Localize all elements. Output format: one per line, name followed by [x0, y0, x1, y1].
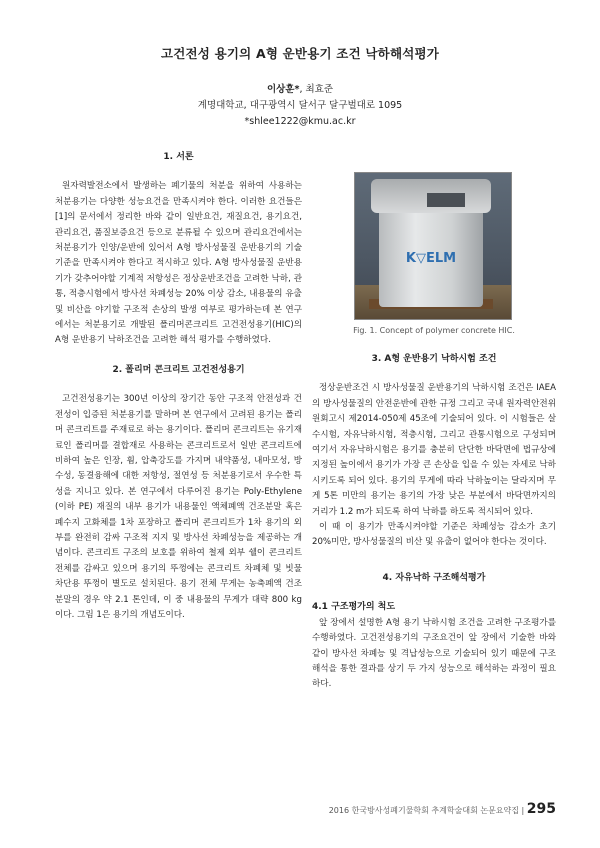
page-footer — [329, 801, 556, 817]
section-3-title: 3. A형 운반용기 낙하시험 조건 — [371, 354, 497, 364]
section-1-title: 1. 서론 — [163, 152, 194, 162]
affiliation: 계명대학교, 대구광역시 달서구 달구벌대로 1095 — [197, 100, 403, 111]
section-3-text-2: 이 때 이 용기가 만족시켜야할 기준은 차폐성능 감소가 초기 20%미만, 방사성물질의 비산 및 유출이 없어야 한다는 것이다. — [312, 522, 556, 548]
page-number: 295 — [526, 801, 556, 817]
section-3-text-1: 정상운반조건 시 방사성물질 운반용기의 낙하시험 조건은 IAEA의 방사성물질의 안전운반에 관한 규정 그리고 국내 원자력안전위원회고시 제2014-050제 45조에 기술되어 있다. 이 시험들은 살수시험, 자유낙하시험, 적층시험, 그리고 관통시험으로 구성되며 여기서 자유낙하시험은 용기를 충분히 단단한 바닥면에 법규상에 지정된 높이에서 용기가 가장 큰 손상을 입을 수 있는 자세로 낙하시키도록 되어 있다. 용기의 무게에 따라 낙하높이는 달라지며 무게 5톤 미만의 용기는 용기의 가장 낮은 부분에서 바닥면까지의 거리가 1.2 m가 되도록 하여 낙하를 하도록 적시되어 있다. — [312, 383, 556, 517]
author-block — [0, 82, 600, 130]
author-email: *shlee1222@kmu.ac.kr — [244, 116, 356, 127]
lead-author: 이상훈* — [266, 84, 300, 95]
section-4-1-text: 앞 장에서 설명한 A형 용기 낙하시험 조건을 고려한 구조평가를 수행하였다. 고건전성용기의 구조요건이 앞 장에서 기술한 바와 같이 방사선 차폐능 및 격납성능으로 기술되어 있기 때문에 구조해석을 통한 결과를 상기 두 가지 성능으로 해석하는 과정이 필요하다. — [312, 617, 556, 690]
co-authors: , 최효준 — [299, 84, 334, 95]
section-4-title: 4. 자유낙하 구조해석평가 — [382, 572, 486, 583]
paper-title: 고건전성 용기의 A형 운반용기 조건 낙하해석평가 — [160, 46, 440, 61]
proceedings-label: 2016 한국방사성폐기물학회 추계학술대회 논문요약집 | — [328, 806, 525, 815]
right-column — [312, 352, 556, 693]
section-1-text: 원자력발전소에서 발생하는 폐기물의 처분을 위하여 사용하는 처분용기는 다양한 성능요건을 만족시켜야 한다. 이러한 요건들은 [1]의 문서에서 정리한 바와 같이 일반요건, 재질요건, 용기요건, 관리요건, 품질보증요건 등으로 분류될 수 있으며 관리요건에서는 처분용기가 인양/운반에 있어서 A형 방사성물질 운반용기의 기술기준을 만족시켜야 한다고 적시하고 있다. A형 방사성물질 운반용기가 갖추어야할 기계적 저항성은 정상운반조건을 고려한 낙하, 관통, 적층시험에서 방사선 차폐성능 20% 이상 감소, 내용물의 유출 및 비산을 야기할 구조적 손상의 발생 여부로 평가하는데 본 연구에서는 처분용기로 개발된 폴리머콘크리트 고건전성용기(HIC)의 A형 운반용기 낙하조건을 고려한 해석 평가를 수행하였다. — [55, 181, 302, 346]
section-2-title: 2. 폴리머 콘크리트 고건전성용기 — [112, 364, 245, 375]
author-names — [0, 82, 600, 98]
figure-caption: Fig. 1. Concept of polymer concrete HIC. — [353, 326, 515, 335]
left-column — [55, 150, 302, 623]
figure-lid-opening — [427, 193, 465, 207]
figure-logo: K▽ELM — [405, 251, 457, 266]
figure-hic-photo — [354, 172, 512, 320]
figure-lid — [371, 179, 491, 213]
section-2-text: 고건전성용기는 300년 이상의 장기간 동안 구조적 안전성과 건전성이 입증된 처분용기를 말하며 본 연구에서 고려된 용기는 폴리머 콘크리트를 주재료로 하는 용기이다. 폴리머 콘크리트는 유기재료인 폴리머를 결합재로 사용하는 콘크리트로서 일반 콘크리트에 비하여 높은 인장, 휨, 압축강도를 가지며 내약품성, 내마모성, 방수성, 동결융해에 대한 저항성, 절연성 등 처분용기로서 우수한 특성을 지니고 있다. 본 연구에서 다루어진 용기는 Poly-Ethylene (이하 PE) 재질의 내부 용기가 내용물인 액체폐액 건조분말 혹은 폐수지 고화체를 1차 포장하고 폴리머 콘크리트가 1차 용기의 외부를 완전히 감싸 구조적 지지 및 방사선 차폐성능을 제공하는 개념이다. 콘크리트 구조의 보호를 위하여 철제 외부 쉘이 콘크리트 전체를 감싸고 있으며 용기의 뚜껑에는 콘크리트 차폐체 및 빗물 차단용 뚜껑이 별도로 설치된다. 용기 전체 무게는 농축폐액 건조분말의 경우 약 2.1 톤인데, 이 중 내용물의 무게가 대략 800 kg 이다. 그림 1은 용기의 개념도이다. — [55, 394, 302, 620]
section-4-1-title: 4.1 구조평가의 척도 — [312, 602, 396, 613]
paper-header — [0, 44, 600, 62]
